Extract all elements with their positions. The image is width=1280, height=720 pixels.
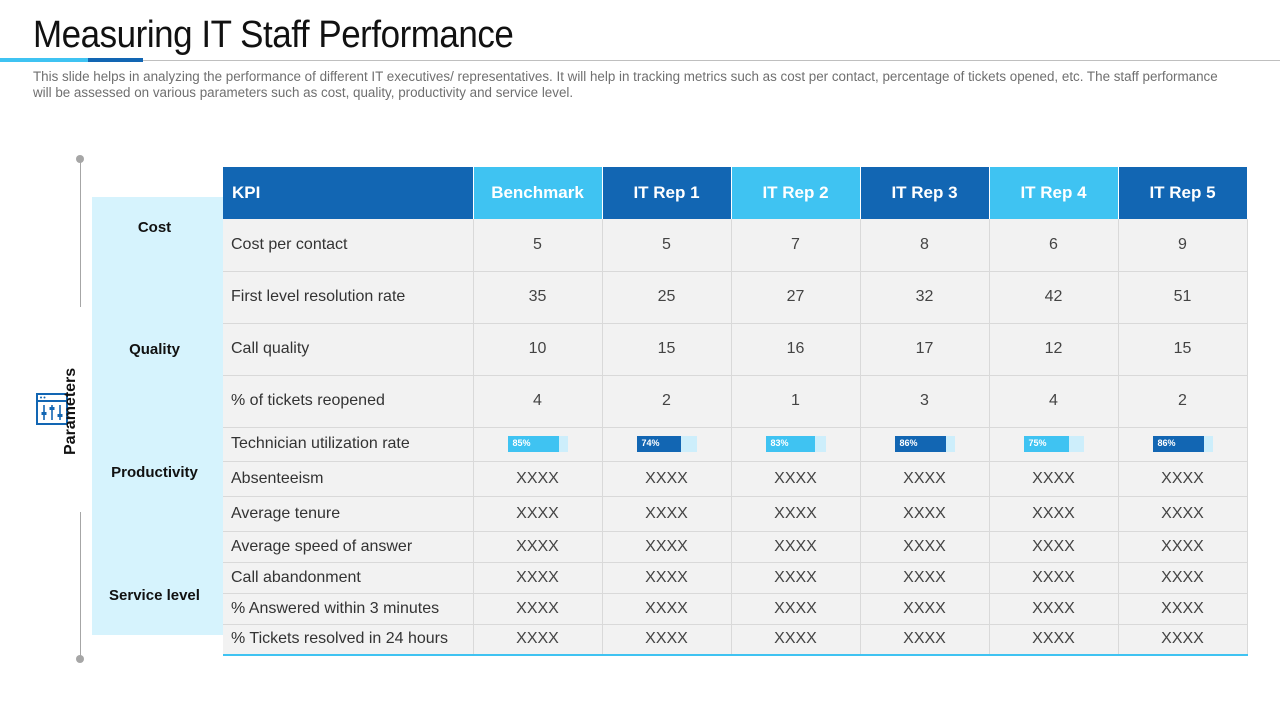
table-cell: XXXX [731, 624, 860, 655]
table-cell: XXXX [860, 496, 989, 531]
row-label: % of tickets reopened [223, 375, 473, 427]
table-row [223, 461, 1247, 496]
table-cell: XXXX [473, 496, 602, 531]
table-cell: 6 [989, 219, 1118, 271]
table-cell: 42 [989, 271, 1118, 323]
table-cell: XXXX [989, 496, 1118, 531]
progress-bar-label: 86% [1157, 438, 1176, 448]
category-productivity: Productivity [111, 464, 198, 481]
header-it-rep-3: IT Rep 3 [860, 167, 989, 219]
table-row-utilization [223, 427, 1247, 461]
progress-bar [1153, 436, 1213, 452]
table-cell: XXXX [473, 593, 602, 624]
table-cell: XXXX [1118, 624, 1247, 655]
table-cell: XXXX [731, 461, 860, 496]
title-divider [0, 60, 1280, 61]
table-cell: XXXX [731, 496, 860, 531]
progress-bar-label: 85% [512, 438, 531, 448]
table-cell: XXXX [602, 531, 731, 562]
row-label: Technician utilization rate [223, 427, 473, 461]
table-cell: 15 [602, 323, 731, 375]
table-cell [989, 427, 1118, 461]
table-cell: XXXX [1118, 461, 1247, 496]
table-cell: 2 [1118, 375, 1247, 427]
table-cell: XXXX [860, 562, 989, 593]
table-cell: XXXX [602, 496, 731, 531]
table-cell: XXXX [731, 562, 860, 593]
table-cell: XXXX [1118, 562, 1247, 593]
table-cell: XXXX [473, 461, 602, 496]
table-cell: XXXX [989, 624, 1118, 655]
table-cell: XXXX [731, 593, 860, 624]
table-row [223, 531, 1247, 562]
progress-bar [637, 436, 697, 452]
page-subtitle: This slide helps in analyzing the performance of different IT executives/ representatives. It will help in tracking metrics such as cost per contact, percentage of tickets opened, etc. The staff performance will be assessed on various parameters such as cost, quality, productivity and service level. [33, 69, 1218, 100]
table-cell: XXXX [989, 593, 1118, 624]
axis-dot-bottom [76, 655, 84, 663]
progress-bar [766, 436, 826, 452]
table-cell: XXXX [860, 531, 989, 562]
row-label: Average tenure [223, 496, 473, 531]
progress-bar-label: 75% [1028, 438, 1047, 448]
header-it-rep-1: IT Rep 1 [602, 167, 731, 219]
table-cell: 16 [731, 323, 860, 375]
table-cell [602, 427, 731, 461]
table-cell: 35 [473, 271, 602, 323]
axis-dot-top [76, 155, 84, 163]
table-cell: XXXX [602, 593, 731, 624]
table-cell [1118, 427, 1247, 461]
row-label: % Answered within 3 minutes [223, 593, 473, 624]
table-cell: XXXX [860, 624, 989, 655]
table-cell: 3 [860, 375, 989, 427]
progress-bar [1024, 436, 1084, 452]
table-cell: 25 [602, 271, 731, 323]
table-row [223, 624, 1247, 655]
table-cell [860, 427, 989, 461]
table-cell: 4 [473, 375, 602, 427]
table-cell: XXXX [1118, 531, 1247, 562]
table-cell: XXXX [473, 562, 602, 593]
table-cell: XXXX [989, 562, 1118, 593]
table-cell: 5 [473, 219, 602, 271]
header-it-rep-2: IT Rep 2 [731, 167, 860, 219]
row-label: First level resolution rate [223, 271, 473, 323]
table-cell: 7 [731, 219, 860, 271]
table-cell: XXXX [473, 624, 602, 655]
table-cell: XXXX [860, 593, 989, 624]
table-row [223, 375, 1247, 427]
progress-bar-label: 83% [770, 438, 789, 448]
progress-bar-label: 74% [641, 438, 660, 448]
axis-line-bottom [80, 512, 81, 660]
table-cell: XXXX [989, 461, 1118, 496]
page-title: Measuring IT Staff Performance [33, 14, 514, 56]
category-quality: Quality [129, 341, 180, 358]
table-cell: 10 [473, 323, 602, 375]
table-cell: 8 [860, 219, 989, 271]
table-cell: XXXX [602, 461, 731, 496]
row-label: % Tickets resolved in 24 hours [223, 624, 473, 655]
parameters-axis-label: Parameters [62, 367, 79, 455]
table-cell: 27 [731, 271, 860, 323]
table-cell: XXXX [860, 461, 989, 496]
table-cell: 5 [602, 219, 731, 271]
row-label: Call quality [223, 323, 473, 375]
table-row [223, 219, 1247, 271]
category-cost: Cost [137, 219, 172, 236]
row-label: Average speed of answer [223, 531, 473, 562]
table-cell: 15 [1118, 323, 1247, 375]
kpi-table [223, 167, 1248, 656]
category-service-level: Service level [109, 587, 200, 604]
progress-bar-label: 86% [899, 438, 918, 448]
table-cell: 17 [860, 323, 989, 375]
header-benchmark: Benchmark [473, 167, 602, 219]
table-cell: XXXX [1118, 496, 1247, 531]
table-cell: 9 [1118, 219, 1247, 271]
table-cell: 32 [860, 271, 989, 323]
table-row [223, 271, 1247, 323]
progress-bar [508, 436, 568, 452]
table-cell: 1 [731, 375, 860, 427]
row-label: Cost per contact [223, 219, 473, 271]
table-row [223, 323, 1247, 375]
row-label: Call abandonment [223, 562, 473, 593]
table-cell: XXXX [473, 531, 602, 562]
table-cell: 4 [989, 375, 1118, 427]
title-accent-dark [88, 58, 143, 62]
table-row [223, 593, 1247, 624]
table-cell: 2 [602, 375, 731, 427]
axis-line-top [80, 160, 81, 307]
row-label: Absenteeism [223, 461, 473, 496]
table-cell: 12 [989, 323, 1118, 375]
table-cell: XXXX [731, 531, 860, 562]
table-row [223, 562, 1247, 593]
category-panel [92, 197, 223, 635]
title-accent-light [0, 58, 88, 62]
table-cell: XXXX [602, 624, 731, 655]
table-cell [731, 427, 860, 461]
progress-bar [895, 436, 955, 452]
table-cell: XXXX [602, 562, 731, 593]
table-cell: XXXX [989, 531, 1118, 562]
table-cell: XXXX [1118, 593, 1247, 624]
table-cell: 51 [1118, 271, 1247, 323]
table-row [223, 496, 1247, 531]
table-cell [473, 427, 602, 461]
table-header-row [223, 167, 1247, 219]
header-it-rep-4: IT Rep 4 [989, 167, 1118, 219]
header-it-rep-5: IT Rep 5 [1118, 167, 1247, 219]
header-kpi: KPI [223, 167, 473, 219]
